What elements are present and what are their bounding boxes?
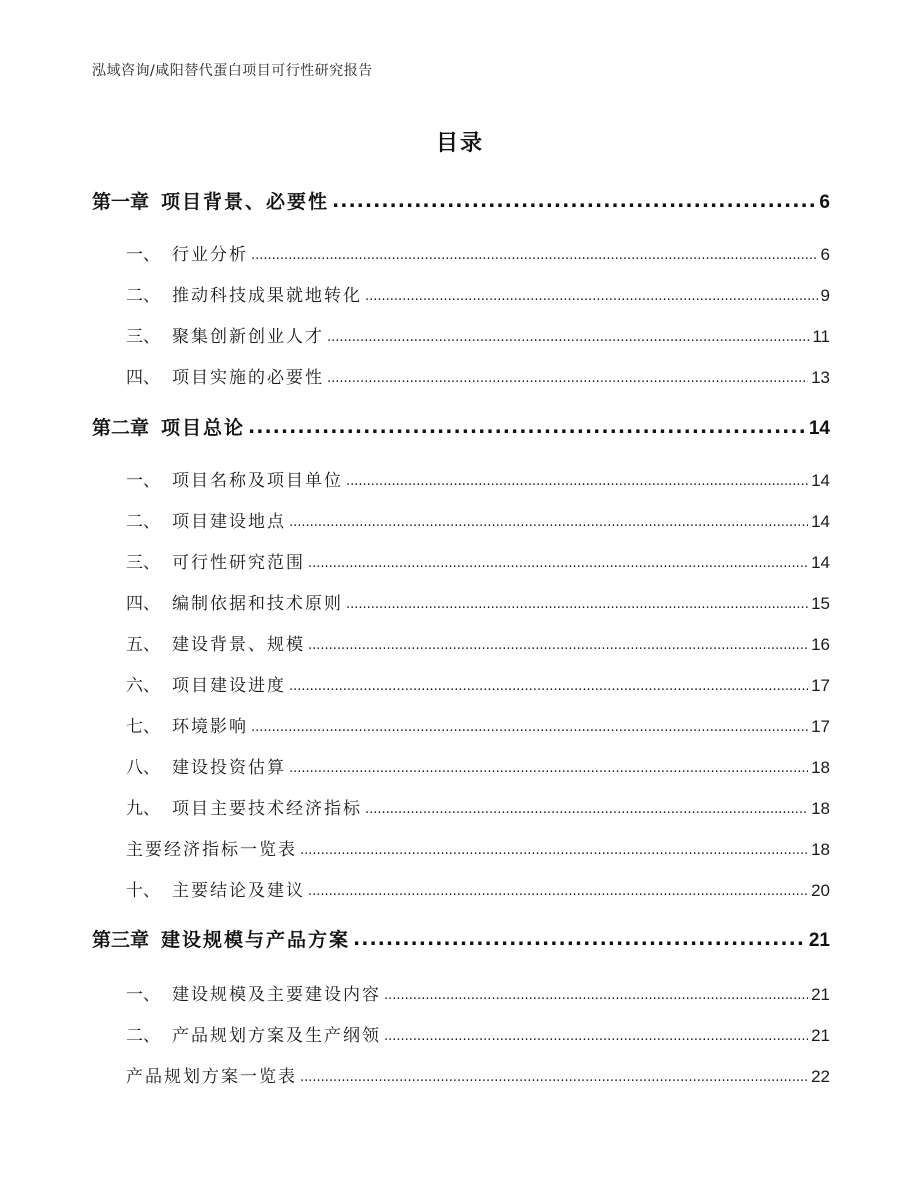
toc-section-entry[interactable] [126,1021,830,1045]
toc-entry-number: 三、 [126,327,160,347]
toc-section-entry[interactable] [126,281,830,305]
toc-section-entry[interactable] [126,507,830,531]
toc-entry-page: 14 [811,512,830,531]
toc-entry-label: 产品规划方案及生产纲领 [172,1026,381,1046]
toc-entry-page: 14 [808,418,830,439]
toc-entry-label: 聚集创新创业人才 [172,327,324,347]
toc-chapter-entry[interactable] [92,925,830,953]
toc-entry-number: 九、 [126,799,160,819]
toc-section-entry[interactable] [126,240,830,264]
toc-section-entry[interactable] [126,548,830,572]
toc-entry-page: 21 [811,1026,830,1045]
toc-entry-page: 14 [811,471,830,490]
toc-entry-page: 21 [811,985,830,1004]
toc-entry-label: 项目主要技术经济指标 [172,799,362,819]
toc-entry-label: 主要结论及建议 [172,881,305,901]
toc-entry-number: 一、 [126,985,160,1005]
toc-entry-page: 18 [811,799,830,818]
toc-section-entry[interactable] [126,630,830,654]
dot-leader [300,839,808,859]
toc-entry-number: 十、 [126,881,160,901]
toc-entry-page: 21 [808,930,830,951]
dot-leader [251,244,818,264]
dot-leader [365,285,818,305]
toc-entry-label: 产品规划方案一览表 [126,1067,297,1087]
dot-leader [308,552,808,572]
toc-entry-number: 二、 [126,512,160,532]
toc-section-entry[interactable] [126,589,830,613]
toc-entry-label: 建设规模及主要建设内容 [172,985,381,1005]
toc-entry-page: 9 [820,286,830,305]
toc-entry-number: 二、 [126,1026,160,1046]
dot-leader [327,326,809,346]
toc-entry-label: 项目建设地点 [172,512,286,532]
toc-entry-label: 项目建设进度 [172,676,286,696]
toc-entry-page: 17 [811,717,830,736]
toc-entry-number: 第二章 [92,417,150,439]
dot-leader [289,675,808,695]
toc-entry-page: 17 [811,676,830,695]
toc-entry-number: 六、 [126,676,160,696]
toc-section-entry[interactable] [126,876,830,900]
toc-section-entry[interactable] [126,712,830,736]
toc-entry-label: 行业分析 [172,245,248,265]
dot-leader [384,984,808,1004]
toc-section-entry[interactable] [126,980,830,1004]
toc-section-entry[interactable] [126,753,830,777]
toc-table-entry[interactable] [126,835,830,859]
toc-entry-label: 环境影响 [172,717,248,737]
toc-entry-number: 三、 [126,553,160,573]
toc-entry-page: 6 [820,245,830,264]
toc-entry-number: 二、 [126,286,160,306]
toc-section-entry[interactable] [126,794,830,818]
toc-entry-page: 13 [811,368,830,387]
toc-entry-label: 建设投资估算 [172,758,286,778]
toc-entry-label: 推动科技成果就地转化 [172,286,362,306]
dot-leader [332,190,816,212]
dot-leader [308,634,808,654]
toc-entry-label: 主要经济指标一览表 [126,840,297,860]
toc-entry-number: 五、 [126,635,160,655]
toc-section-entry[interactable] [126,671,830,695]
toc-entry-number: 四、 [126,368,160,388]
toc-entry-label: 项目名称及项目单位 [172,471,343,491]
toc-entry-page: 6 [819,192,830,213]
toc-section-entry[interactable] [126,363,830,387]
dot-leader [300,1066,808,1086]
toc-entry-page: 20 [811,881,830,900]
dot-leader [308,880,808,900]
toc-entry-label: 建设背景、规模 [172,635,305,655]
toc-entry-number: 一、 [126,245,160,265]
toc-entry-page: 11 [812,327,830,346]
dot-leader [365,798,808,818]
toc-entry-label: 项目背景、必要性 [161,191,330,213]
dot-leader [346,470,808,490]
toc-entry-page: 16 [811,635,830,654]
toc-chapter-entry[interactable] [92,413,830,441]
toc-entry-label: 编制依据和技术原则 [172,594,343,614]
toc-entry-number: 七、 [126,717,160,737]
toc-table-entry[interactable] [126,1062,830,1086]
dot-leader [289,511,808,531]
toc-section-entry[interactable] [126,322,830,346]
toc-entry-page: 15 [811,594,830,613]
running-header: 泓域咨询/咸阳替代蛋白项目可行性研究报告 [92,63,373,79]
dot-leader [384,1025,808,1045]
toc-entry-label: 可行性研究范围 [172,553,305,573]
dot-leader [353,928,806,950]
dot-leader [251,716,808,736]
dot-leader [248,416,806,438]
toc-entry-page: 22 [811,1067,830,1086]
toc-entry-number: 第一章 [92,191,150,213]
dot-leader [327,367,808,387]
toc-entry-page: 14 [811,553,830,572]
toc-entry-page: 18 [811,840,830,859]
toc-entry-label: 项目总论 [161,417,246,439]
toc-entry-number: 四、 [126,594,160,614]
toc-chapter-entry[interactable] [92,187,830,215]
toc-entry-label: 项目实施的必要性 [172,368,324,388]
toc-entry-number: 八、 [126,758,160,778]
toc-entry-page: 18 [811,758,830,777]
toc-entry-label: 建设规模与产品方案 [161,929,351,951]
toc-entry-number: 第三章 [92,929,150,951]
toc-section-entry[interactable] [126,466,830,490]
toc-entry-number: 一、 [126,471,160,491]
toc-title: 目录 [435,131,484,156]
dot-leader [346,593,808,613]
dot-leader [289,757,808,777]
